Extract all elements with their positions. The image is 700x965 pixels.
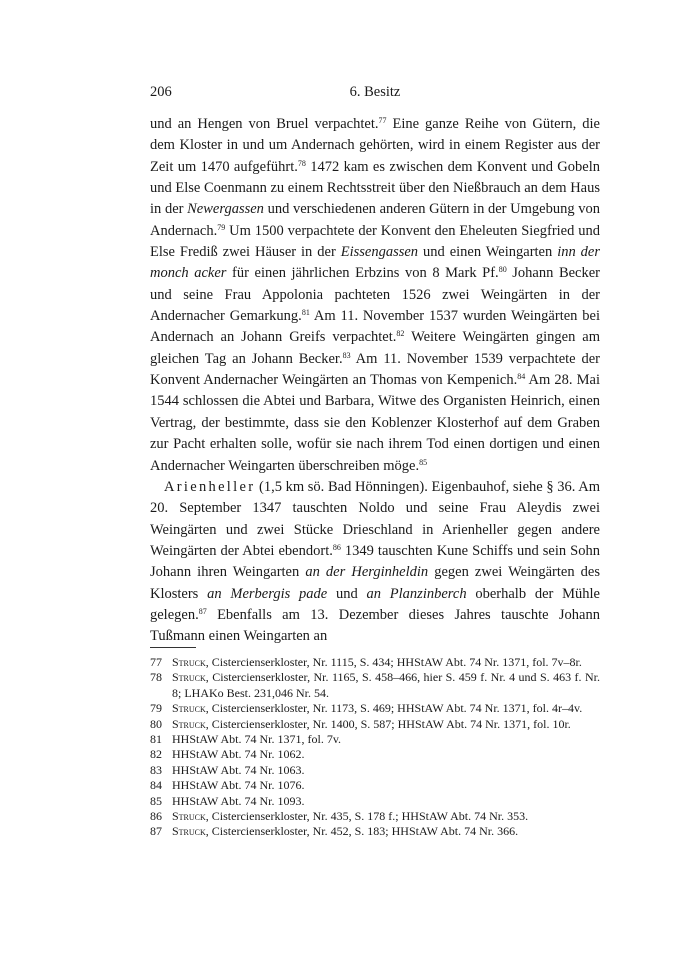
footnote-number: 77 <box>150 655 162 669</box>
page-number: 206 <box>150 84 172 100</box>
text-run: Am 11. November 1537 wurden Weingärten bei Andernach an Johann Greifs verpachtet. <box>150 308 600 346</box>
paragraph <box>150 477 600 648</box>
italic-text: inn der monch acker <box>150 244 601 282</box>
text-run: , Cistercienserkloster, Nr. 1115, S. 434; HHStAW Abt. 74 Nr. 1371, fol. 7v–8r. <box>205 655 582 669</box>
footnote-ref: 84 <box>517 372 526 382</box>
footnote-number: 83 <box>150 762 162 777</box>
text-run: , Cistercienserkloster, Nr. 1173, S. 469; HHStAW Abt. 74 Nr. 1371, fol. 4r–4v. <box>205 701 583 716</box>
author-name: Struck <box>172 701 206 716</box>
text-run: HHStAW Abt. 74 Nr. 1063. <box>172 762 305 777</box>
text-run: , Cistercienserkloster, Nr. 452, S. 183; HHStAW Abt. 74 Nr. 366. <box>205 824 519 839</box>
text-run: (1,5 km sö. Bad Hönningen). Eigenbauhof, siehe § 36. Am 20. September 1347 tauschten Noldo und seine Frau Aleydis zwei Weingärten und zwei Stücke Drieschland in Arienheller gegen andere Weingärten der Abtei ebendort. <box>150 478 600 559</box>
text-run: HHStAW Abt. 74 Nr. 1093. <box>172 793 305 808</box>
footnote <box>150 701 600 716</box>
footnote <box>150 778 600 793</box>
footnote-number: 87 <box>150 824 162 839</box>
text-run: , Cistercienserkloster, Nr. 1400, S. 587; HHStAW Abt. 74 Nr. 1371, fol. 10r. <box>205 716 571 731</box>
text-run: Eine ganze Reihe von Gütern, die dem Kloster in und um Andernach gehörten, wird in einem Register aus der Zeit um 1470 aufgeführt. <box>150 116 600 175</box>
footnote-ref: 77 <box>378 116 387 125</box>
author-name: Struck <box>172 655 206 669</box>
footnote-number: 81 <box>150 732 162 747</box>
footnote-ref: 81 <box>301 308 310 318</box>
text-run: , Cistercienserkloster, Nr. 435, S. 178 f.; HHStAW Abt. 74 Nr. 353. <box>205 809 529 824</box>
footnotes <box>150 655 600 840</box>
author-name: Struck <box>172 809 206 824</box>
text-run: Ebenfalls am 13. Dezember dieses Jahres tauschte Johann Tußmann einen Weingarten an <box>150 606 600 645</box>
text-run: 1472 kam es zwischen dem Konvent und Gobeln und Else Coenmann zu einem Rechtsstreit über den Nießbrauch an dem Haus in der <box>150 158 600 218</box>
footnote-ref: 83 <box>342 350 351 360</box>
author-name: Struck <box>172 670 206 685</box>
page-header <box>150 84 600 104</box>
italic-text: an der Herginheldin <box>305 564 429 581</box>
text-run: Um 1500 verpachtete der Konvent den Eheleuten Siegfried und Else Frediß zwei Häuser in der <box>150 222 600 261</box>
text-run: HHStAW Abt. 74 Nr. 1076. <box>172 778 305 793</box>
footnote-ref: 86 <box>332 542 341 552</box>
text-run: und einen Weingarten <box>418 244 558 261</box>
footnote-ref: 78 <box>297 158 306 168</box>
footnote-number: 78 <box>150 670 162 685</box>
italic-text: Newergassen <box>187 201 264 218</box>
text-run: gegen zwei Weingärten des Klosters <box>150 564 601 602</box>
text-run: HHStAW Abt. 74 Nr. 1371, fol. 7v. <box>172 732 342 747</box>
place-name: Arienheller <box>164 478 256 495</box>
text-run: Am 28. Mai 1544 schlossen die Abtei und Barbara, Witwe des Organisten Heinrich, einen Vertrag, der bestimmte, dass sie den Koblenzer Klosterhof auf dem Graben zur Pacht erhalten solle, wofür sie nach ihrem Tod einen dortigen und einen Andernacher Weingarten überschreiben möge. <box>150 372 600 474</box>
author-name: Struck <box>172 716 206 731</box>
text-run: für einen jährlichen Erbzins von 8 Mark Pf. <box>226 265 499 282</box>
text-run: und verschiedenen anderen Gütern in der Umgebung von Andernach. <box>150 201 601 239</box>
italic-text: an Planzinberch <box>366 585 467 602</box>
footnote <box>150 670 600 701</box>
footnote-number: 85 <box>150 793 162 808</box>
author-name: Struck <box>172 824 206 839</box>
text-run: 1349 tauschten Kune Schiffs und sein Sohn Johann ihren Weingarten <box>150 542 600 581</box>
footnote-ref: 82 <box>396 329 405 339</box>
footnote-number: 82 <box>150 747 162 762</box>
main-text <box>150 114 600 648</box>
text-run: oberhalb der Mühle gelegen. <box>150 585 600 623</box>
italic-text: Eissengassen <box>340 244 419 261</box>
footnote-number: 80 <box>150 716 162 731</box>
footnote <box>150 747 600 762</box>
footnote <box>150 824 600 839</box>
text-run: , Cistercienserkloster, Nr. 1165, S. 458–466, hier S. 459 f. Nr. 4 und S. 463 f. Nr. 8; LHAKo Best. 231,046 Nr. 54. <box>172 670 600 700</box>
footnote <box>150 794 600 809</box>
text-run: HHStAW Abt. 74 Nr. 1062. <box>172 747 305 762</box>
footnote-ref: 80 <box>498 265 507 275</box>
footnote-number: 79 <box>150 701 162 716</box>
footnote <box>150 809 600 824</box>
text-run: und <box>327 585 367 602</box>
footnote-ref: 79 <box>217 222 226 232</box>
footnote-number: 86 <box>150 809 162 824</box>
footnote-number: 84 <box>150 778 162 793</box>
text-run: Johann Becker und seine Frau Appolonia pachteten 1526 zwei Weingärten in der Andernacher Gemarkung. <box>150 265 601 325</box>
footnote <box>150 763 600 778</box>
text-run: Am 11. November 1539 verpachtete der Konvent Andernacher Weingärten an Thomas von Kempenich. <box>150 350 600 389</box>
text-run: und an Hengen von Bruel verpachtet. <box>150 116 379 132</box>
footnote <box>150 655 600 670</box>
footnote-divider <box>150 647 196 648</box>
footnote <box>150 732 600 747</box>
running-head: 6. Besitz <box>349 84 401 100</box>
italic-text: an Merbergis pade <box>207 585 328 602</box>
footnote-ref: 85 <box>419 457 428 467</box>
paragraph <box>150 114 600 477</box>
text-run: Weitere Weingärten gingen am gleichen Tag an Johann Becker. <box>150 329 600 367</box>
footnote-ref: 87 <box>198 606 207 616</box>
footnote <box>150 717 600 732</box>
